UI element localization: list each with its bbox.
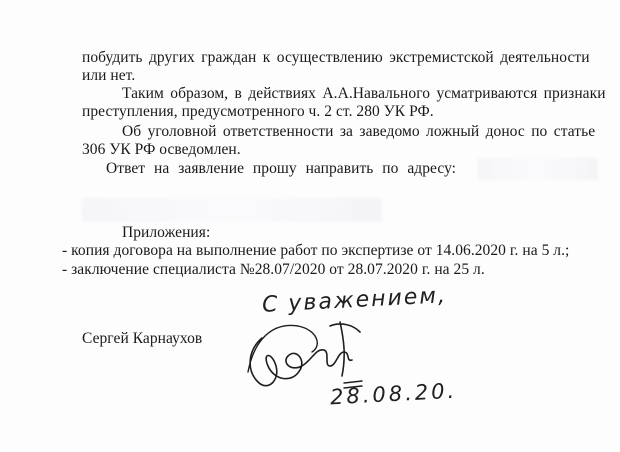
body-line-7: Ответ на заявление прошу направить по адресу: [106,160,457,177]
body-line-2: или нет. [82,67,136,84]
handwritten-date: 28.08.20. [329,378,458,410]
body-line-6: 306 УК РФ осведомлен. [82,141,241,158]
redacted-address-block [478,158,598,180]
body-line-1: побудить других граждан к осуществлению экстремистской деятельности [82,49,590,66]
body-line-5: Об уголовной ответственности за заведомо ложный донос по статье [122,123,596,140]
body-line-4: преступления, предусмотренного ч. 2 ст. 280 УК РФ. [82,103,434,120]
attachment-item: - заключение специалиста №28.07/2020 от 28.07.2020 г. на 25 л. [62,261,485,278]
attachments-heading: Приложения: [122,224,211,241]
handwritten-closing: С уважением, [261,283,448,318]
attachment-item: - копия договора на выполнение работ по экспертизе от 14.06.2020 г. на 5 л.; [62,242,570,259]
author-name: Сергей Карнаухов [82,330,203,347]
body-line-3: Таким образом, в действиях А.А.Навального усматриваются признаки [122,85,606,102]
redacted-address-block [82,198,382,222]
